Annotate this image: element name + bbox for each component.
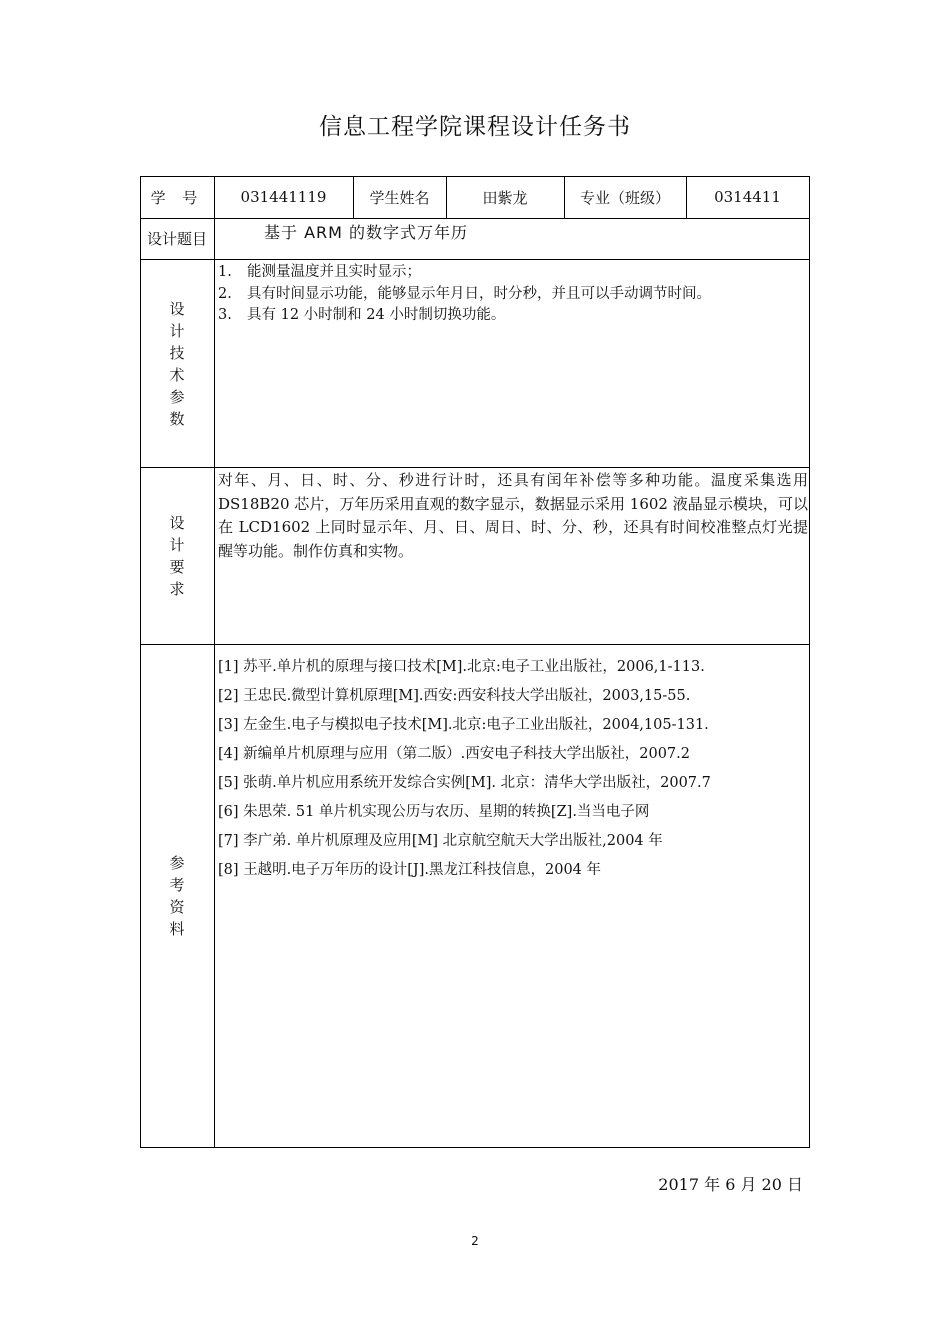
- parameters-label: [140, 260, 214, 467]
- list-item-number: 1.: [218, 264, 232, 280]
- references-label-char: 考: [169, 876, 185, 894]
- table-border-bottom: [140, 1147, 810, 1148]
- student-id-value: 031441119: [240, 188, 327, 206]
- references-label-char: 参: [169, 854, 185, 872]
- list-item-number: 3.: [218, 307, 232, 323]
- list-item: [218, 284, 806, 306]
- references-label-char: 料: [169, 920, 185, 938]
- requirements-text: 对年、月、日、时、分、秒进行计时，还具有闰年补偿等多种功能。温度采集选用 DS18B20 芯片，万年历采用直观的数字显示，数据显示采用 1602 液晶显示模块，可以在 LCD1602 上同时显示年、月、日、周日、时、分、秒，还具有时间校准整点灯光提醒等功能。制作仿真和实物。: [218, 471, 808, 560]
- references-list: [218, 653, 806, 885]
- table-border-right: [809, 176, 810, 1148]
- student-name-label: 学生姓名: [369, 188, 430, 207]
- task-table: [140, 176, 810, 1148]
- list-item: [218, 262, 806, 284]
- requirements-label-char: 设: [169, 514, 185, 532]
- reference-item: [7] 李广弟. 单片机原理及应用[M] 北京航空航天大学出版社,2004 年: [218, 833, 663, 849]
- student-name-value: 田紫龙: [482, 188, 528, 207]
- major-class-label: 专业（班级）: [579, 188, 670, 207]
- list-item-number: 2.: [218, 285, 232, 302]
- document-title: 信息工程学院课程设计任务书: [319, 114, 631, 140]
- reference-item: [1] 苏平.单片机的原理与接口技术[M].北京:电子工业出版社，2006,1-113.: [218, 659, 705, 675]
- page-number: 2: [471, 1234, 479, 1248]
- parameters-label-char: 参: [169, 387, 185, 406]
- references-label-char: 资: [169, 898, 185, 916]
- reference-item: [6] 朱思荣. 51 单片机实现公历与农历、星期的转换[Z].当当电子网: [218, 804, 650, 820]
- topic-label: 设计题目: [146, 230, 207, 248]
- topic-value: 基于 ARM 的数字式万年历: [264, 223, 469, 242]
- list-item-text: 具有时间显示功能，能够显示年月日，时分秒，并且可以手动调节时间。: [247, 285, 711, 302]
- student-id-label: 学 号: [150, 188, 204, 207]
- list-item-text: 能测量温度并且实时显示；: [247, 264, 421, 280]
- row-divider: [140, 644, 810, 645]
- requirements-label: [140, 468, 214, 644]
- parameters-label-char: 数: [169, 409, 185, 428]
- row-divider: [140, 218, 810, 219]
- requirements-label-char: 计: [169, 536, 185, 554]
- row-divider: [140, 259, 810, 260]
- list-item-text: 具有 12 小时制和 24 小时制切换功能。: [247, 307, 506, 323]
- parameters-label-char: 计: [169, 321, 185, 340]
- parameters-label-char: 术: [169, 365, 185, 384]
- class-code-value: 0314411: [714, 188, 781, 206]
- reference-item: [2] 王忠民.微型计算机原理[M].西安:西安科技大学出版社，2003,15-55.: [218, 688, 691, 704]
- parameters-list: [218, 262, 806, 327]
- label-column-divider: [214, 176, 215, 1148]
- reference-item: [4] 新编单片机原理与应用（第二版）.西安电子科技大学出版社，2007.2: [218, 746, 690, 762]
- reference-item: [8] 王越明.电子万年历的设计[J].黑龙江科技信息，2004 年: [218, 862, 602, 878]
- list-item: [218, 305, 806, 327]
- requirements-label-char: 要: [169, 558, 185, 576]
- references-label: [140, 645, 214, 1147]
- document-date: 2017 年 6 月 20 日: [658, 1175, 803, 1194]
- reference-item: [3] 左金生.电子与模拟电子技术[M].北京:电子工业出版社，2004,105-131.: [218, 717, 709, 733]
- reference-item: [5] 张萌.单片机应用系统开发综合实例[M]. 北京：清华大学出版社，2007.7: [218, 775, 711, 791]
- parameters-label-char: 技: [169, 343, 185, 362]
- requirements-label-char: 求: [169, 580, 185, 598]
- row-divider: [140, 467, 810, 468]
- parameters-label-char: 设: [169, 299, 185, 318]
